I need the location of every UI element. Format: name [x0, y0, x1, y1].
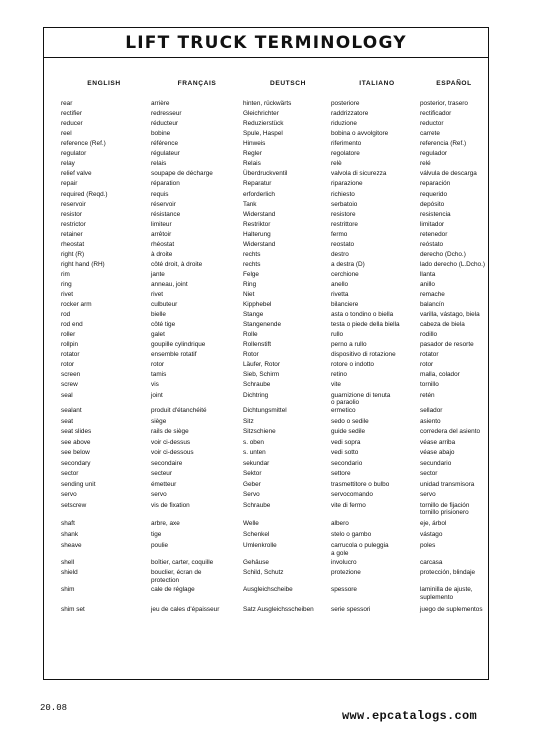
term-german: Umlenkrolle: [243, 542, 277, 549]
term-english: regulator: [61, 150, 87, 158]
term-english: reducer: [61, 120, 83, 128]
term-spanish: asiento: [420, 417, 441, 425]
term-english: shim: [61, 586, 75, 593]
term-spanish: pasador de resorte: [420, 341, 474, 349]
term-english: screen: [61, 371, 81, 379]
term-spanish: poles: [420, 542, 436, 549]
term-italian: serie spessori: [331, 606, 371, 613]
term-english: reservoir: [61, 200, 86, 208]
term-italian: a destra (D): [331, 260, 365, 268]
term-spanish: sector: [420, 470, 438, 477]
term-spanish: balancín: [420, 301, 445, 308]
term-italian: sedo o sedile: [331, 417, 369, 425]
term-italian: regolatore: [331, 150, 360, 158]
term-english: rheostat: [61, 240, 85, 248]
term-french: bouclier, écran de protection: [151, 569, 202, 584]
term-german: Schenkel: [243, 531, 270, 538]
term-french: siège: [151, 417, 167, 425]
term-german: rechts: [243, 250, 261, 258]
term-italian: fermo: [331, 230, 348, 238]
term-french: produit d'étanchéité: [151, 407, 207, 414]
term-italian: richiesto: [331, 190, 355, 198]
term-italian: protezione: [331, 569, 361, 576]
term-english: shim set: [61, 606, 85, 613]
term-spanish: juego de suplementos: [420, 606, 483, 613]
term-german: Geber: [243, 480, 261, 488]
term-spanish: reparación: [420, 180, 451, 188]
term-english: restrictor: [61, 220, 86, 228]
header-french: FRANÇAIS: [177, 80, 217, 87]
term-italian: guide sedile: [331, 428, 366, 435]
term-english: screw: [61, 381, 78, 389]
term-italian: vedi sopra: [331, 438, 361, 446]
term-german: Halterung: [243, 230, 271, 238]
term-italian: vedi sotto: [331, 449, 359, 456]
term-french: côté droit, à droite: [151, 260, 203, 268]
term-spanish: secundario: [420, 459, 452, 467]
term-german: Rollenstift: [243, 341, 272, 349]
term-english: sector: [61, 470, 79, 477]
term-spanish: resistencia: [420, 210, 451, 218]
term-english: shield: [61, 569, 78, 576]
term-german: Welle: [243, 520, 259, 527]
term-italian: involucro: [331, 559, 357, 566]
term-spanish: anillo: [420, 280, 435, 288]
term-spanish: reóstato: [420, 240, 444, 248]
term-german: Satz Ausgleichsscheiben: [243, 606, 314, 613]
term-italian: stelo o gambo: [331, 531, 372, 538]
term-french: servo: [151, 491, 167, 498]
term-spanish: rotor: [420, 361, 434, 369]
term-italian: settore: [331, 470, 351, 477]
term-english: see below: [61, 449, 90, 456]
header-spanish: ESPAÑOL: [436, 80, 472, 87]
term-german: sekundar: [243, 459, 270, 467]
term-french: jante: [151, 270, 165, 278]
term-english: required (Reqd.): [61, 190, 108, 198]
term-german: Gleichrichter: [243, 110, 279, 118]
term-german: Stange: [243, 311, 264, 319]
term-french: côté tige: [151, 321, 176, 329]
term-french: émetteur: [151, 480, 177, 488]
term-german: Schraube: [243, 501, 271, 509]
term-italian: servocomando: [331, 491, 373, 498]
term-german: Stangenende: [243, 321, 282, 329]
term-italian: retino: [331, 371, 347, 379]
term-spanish: vástago: [420, 531, 443, 538]
term-german: Felge: [243, 270, 259, 278]
term-french: joint: [151, 391, 163, 399]
term-english: reference (Ref.): [61, 140, 106, 148]
term-german: Ausgleichscheibe: [243, 586, 293, 593]
term-german: Spule, Haspel: [243, 130, 283, 138]
term-french: vis: [151, 381, 159, 389]
term-english: sealant: [61, 407, 82, 414]
term-english: secondary: [61, 459, 91, 467]
term-italian: testa o piede della biella: [331, 321, 400, 329]
term-italian: ermetico: [331, 407, 356, 414]
term-german: Überdruckventil: [243, 170, 288, 178]
term-spanish: servo: [420, 491, 436, 498]
term-english: rivet: [61, 291, 74, 298]
term-german: Reduzierstück: [243, 120, 284, 128]
term-english: rod end: [61, 321, 83, 329]
term-spanish: eje, árbol: [420, 520, 447, 527]
term-spanish: tornillo de fijación tornillo prisionero: [420, 501, 470, 517]
term-english: rocker arm: [61, 301, 92, 308]
term-spanish: carrete: [420, 130, 440, 138]
term-english: rotor: [61, 361, 75, 369]
term-italian: riduzione: [331, 120, 357, 128]
term-english: repair: [61, 180, 78, 188]
term-spanish: requerido: [420, 190, 448, 198]
header-italian: ITALIANO: [359, 80, 395, 87]
term-english: shaft: [61, 520, 75, 527]
term-italian: reostato: [331, 240, 355, 248]
term-french: rotor: [151, 361, 165, 369]
term-italian: albero: [331, 520, 349, 527]
term-english: roller: [61, 331, 76, 339]
term-german: Schraube: [243, 381, 271, 389]
term-french: arrêtoir: [151, 230, 172, 238]
term-english: reel: [61, 130, 72, 138]
term-spanish: regulador: [420, 150, 448, 158]
term-english: setscrew: [61, 501, 87, 509]
term-italian: guarnizione di tenuta o paraolio: [331, 391, 391, 407]
term-spanish: reductor: [420, 120, 444, 128]
term-french: référence: [151, 140, 178, 148]
term-italian: rotore o indotto: [331, 361, 374, 369]
term-spanish: rectificador: [420, 110, 452, 118]
term-italian: riparazione: [331, 180, 363, 188]
term-spanish: unidad transmisora: [420, 480, 475, 488]
term-german: Dichtungsmittel: [243, 407, 287, 414]
term-italian: raddrizzatore: [331, 110, 369, 118]
term-english: seat: [61, 417, 74, 425]
term-italian: valvola di sicurezza: [331, 170, 387, 178]
term-german: Dichtring: [243, 391, 269, 399]
term-german: rechts: [243, 260, 261, 268]
term-french: arbre, axe: [151, 520, 180, 527]
term-english: relay: [61, 160, 75, 168]
term-german: s. unten: [243, 449, 266, 456]
term-english: retainer: [61, 230, 83, 238]
term-english: servo: [61, 491, 77, 498]
term-spanish: llanta: [420, 270, 436, 278]
term-french: limiteur: [151, 220, 172, 228]
term-italian: spessore: [331, 586, 357, 593]
term-spanish: posterior, trasero: [420, 100, 468, 107]
term-english: resistor: [61, 210, 82, 218]
term-english: rod: [61, 311, 71, 319]
term-french: goupille cylindrique: [151, 341, 206, 349]
term-french: anneau, joint: [151, 280, 188, 288]
term-german: Schild, Schutz: [243, 569, 284, 576]
term-german: Sieb, Schirm: [243, 371, 280, 379]
term-german: Tank: [243, 200, 257, 208]
term-spanish: válvula de descarga: [420, 170, 477, 178]
column-headers: [44, 80, 488, 92]
term-german: Hinweis: [243, 140, 266, 148]
term-french: soupape de décharge: [151, 170, 213, 178]
term-italian: rivetta: [331, 291, 349, 298]
term-english: shell: [61, 559, 75, 566]
term-german: Niet: [243, 291, 255, 298]
term-german: Restriktor: [243, 220, 271, 228]
term-german: Ring: [243, 280, 257, 288]
term-french: résistance: [151, 210, 181, 218]
term-french: rhéostat: [151, 240, 175, 248]
term-french: culbuteur: [151, 301, 178, 308]
term-spanish: rotator: [420, 351, 439, 359]
term-spanish: véase abajo: [420, 449, 455, 456]
term-german: Sitzschiene: [243, 428, 276, 435]
term-italian: riferimento: [331, 140, 362, 148]
header-english: ENGLISH: [87, 80, 121, 87]
term-english: rectifier: [61, 110, 82, 118]
term-french: rails de siège: [151, 428, 189, 435]
term-german: erforderlich: [243, 190, 275, 198]
term-english: seal: [61, 391, 73, 399]
term-german: Rotor: [243, 351, 259, 359]
term-spanish: sellador: [420, 407, 443, 414]
term-french: relais: [151, 160, 167, 168]
term-italian: vite di fermo: [331, 501, 366, 509]
term-spanish: cabeza de biela: [420, 321, 465, 329]
header-german: DEUTSCH: [269, 80, 307, 87]
term-german: Rolle: [243, 331, 258, 339]
terminology-sheet: [43, 27, 489, 680]
term-spanish: véase arriba: [420, 438, 456, 446]
term-spanish: carcasa: [420, 559, 443, 566]
term-french: requis: [151, 190, 169, 198]
term-spanish: laminilla de ajuste, suplemento: [420, 586, 473, 601]
term-italian: carrucola o puleggia a gole: [331, 542, 389, 557]
term-german: hinten, rückwärts: [243, 100, 292, 107]
term-french: poulie: [151, 542, 169, 549]
term-italian: secondario: [331, 459, 363, 467]
term-french: redresseur: [151, 110, 182, 118]
term-german: Gehäuse: [243, 559, 269, 566]
term-spanish: remache: [420, 291, 445, 298]
term-german: Reparatur: [243, 180, 272, 188]
term-french: galet: [151, 331, 165, 339]
term-spanish: malla, colador: [420, 371, 460, 379]
term-german: Relais: [243, 160, 261, 168]
term-italian: asta o tondino o biella: [331, 311, 394, 319]
term-german: Servo: [243, 491, 260, 498]
term-italian: trasmettitore o bulbo: [331, 480, 390, 488]
term-spanish: protección, blindaje: [420, 569, 476, 576]
term-english: ring: [61, 280, 72, 288]
term-french: vis de fixation: [151, 501, 190, 509]
term-english: see above: [61, 438, 91, 446]
term-spanish: limitador: [420, 220, 445, 228]
term-german: s. oben: [243, 438, 264, 446]
term-spanish: lado derecho (L.Dcho.): [420, 260, 486, 268]
term-english: seat slides: [61, 428, 92, 435]
term-german: Widerstand: [243, 240, 276, 248]
page-title: LIFT TRUCK TERMINOLOGY: [125, 32, 407, 53]
term-spanish: retenedor: [420, 230, 448, 238]
term-german: Läufer, Rotor: [243, 361, 280, 369]
term-french: régulateur: [151, 150, 180, 158]
term-spanish: varilla, vástago, biela: [420, 311, 480, 319]
term-german: Sitz: [243, 417, 254, 425]
term-french: réservoir: [151, 200, 176, 208]
term-italian: resistore: [331, 210, 356, 218]
term-english: rotator: [61, 351, 80, 359]
term-english: relief valve: [61, 170, 92, 178]
term-italian: bobina o avvolgitore: [331, 130, 389, 138]
term-french: boîtier, carter, coquille: [151, 559, 214, 566]
watermark: www.epcatalogs.com: [342, 709, 478, 723]
term-french: jeu de cales d'épaisseur: [151, 606, 220, 613]
term-spanish: corredera del asiento: [420, 428, 481, 435]
term-english: sheave: [61, 542, 82, 549]
term-spanish: relé: [420, 160, 431, 168]
term-french: secondaire: [151, 459, 183, 467]
term-english: sending unit: [61, 480, 96, 488]
term-french: rivet: [151, 291, 164, 298]
term-spanish: retén: [420, 391, 435, 399]
term-french: cale de réglage: [151, 586, 195, 593]
term-english: right (R): [61, 250, 85, 258]
term-english: right hand (RH): [61, 260, 105, 268]
term-french: secteur: [151, 470, 172, 477]
term-french: voir ci-dessous: [151, 449, 194, 456]
term-italian: posteriore: [331, 100, 360, 107]
term-french: réducteur: [151, 120, 178, 128]
term-english: shank: [61, 531, 79, 538]
term-english: rollpin: [61, 341, 79, 349]
term-french: bobine: [151, 130, 171, 138]
term-english: rear: [61, 100, 73, 107]
term-french: voir ci-dessus: [151, 438, 191, 446]
term-italian: destro: [331, 250, 349, 258]
term-spanish: depósito: [420, 200, 445, 208]
term-french: arrière: [151, 100, 170, 107]
page-number: 20.08: [40, 703, 68, 713]
term-french: tige: [151, 531, 162, 538]
term-spanish: referencia (Ref.): [420, 140, 467, 148]
term-french: réparation: [151, 180, 180, 188]
term-french: ensemble rotatif: [151, 351, 197, 359]
term-italian: rullo: [331, 331, 344, 339]
term-french: à droite: [151, 250, 173, 258]
term-italian: serbatoio: [331, 200, 358, 208]
term-german: Kipphebel: [243, 301, 272, 308]
term-spanish: rodillo: [420, 331, 438, 339]
term-english: rim: [61, 270, 70, 278]
term-italian: anello: [331, 280, 349, 288]
term-french: tamis: [151, 371, 167, 379]
title-bar: [44, 28, 488, 58]
term-german: Regler: [243, 150, 262, 158]
term-italian: perno a rullo: [331, 341, 367, 349]
term-italian: cerchione: [331, 270, 359, 278]
term-italian: restrittore: [331, 220, 358, 228]
term-german: Sektor: [243, 470, 262, 477]
term-german: Widerstand: [243, 210, 276, 218]
term-french: bielle: [151, 311, 166, 319]
term-italian: bilanciere: [331, 301, 359, 308]
term-italian: relè: [331, 160, 342, 168]
term-italian: vite: [331, 381, 341, 389]
term-spanish: derecho (Dcho.): [420, 250, 466, 258]
term-italian: dispositivo di rotazione: [331, 351, 396, 359]
term-spanish: tornillo: [420, 381, 439, 389]
